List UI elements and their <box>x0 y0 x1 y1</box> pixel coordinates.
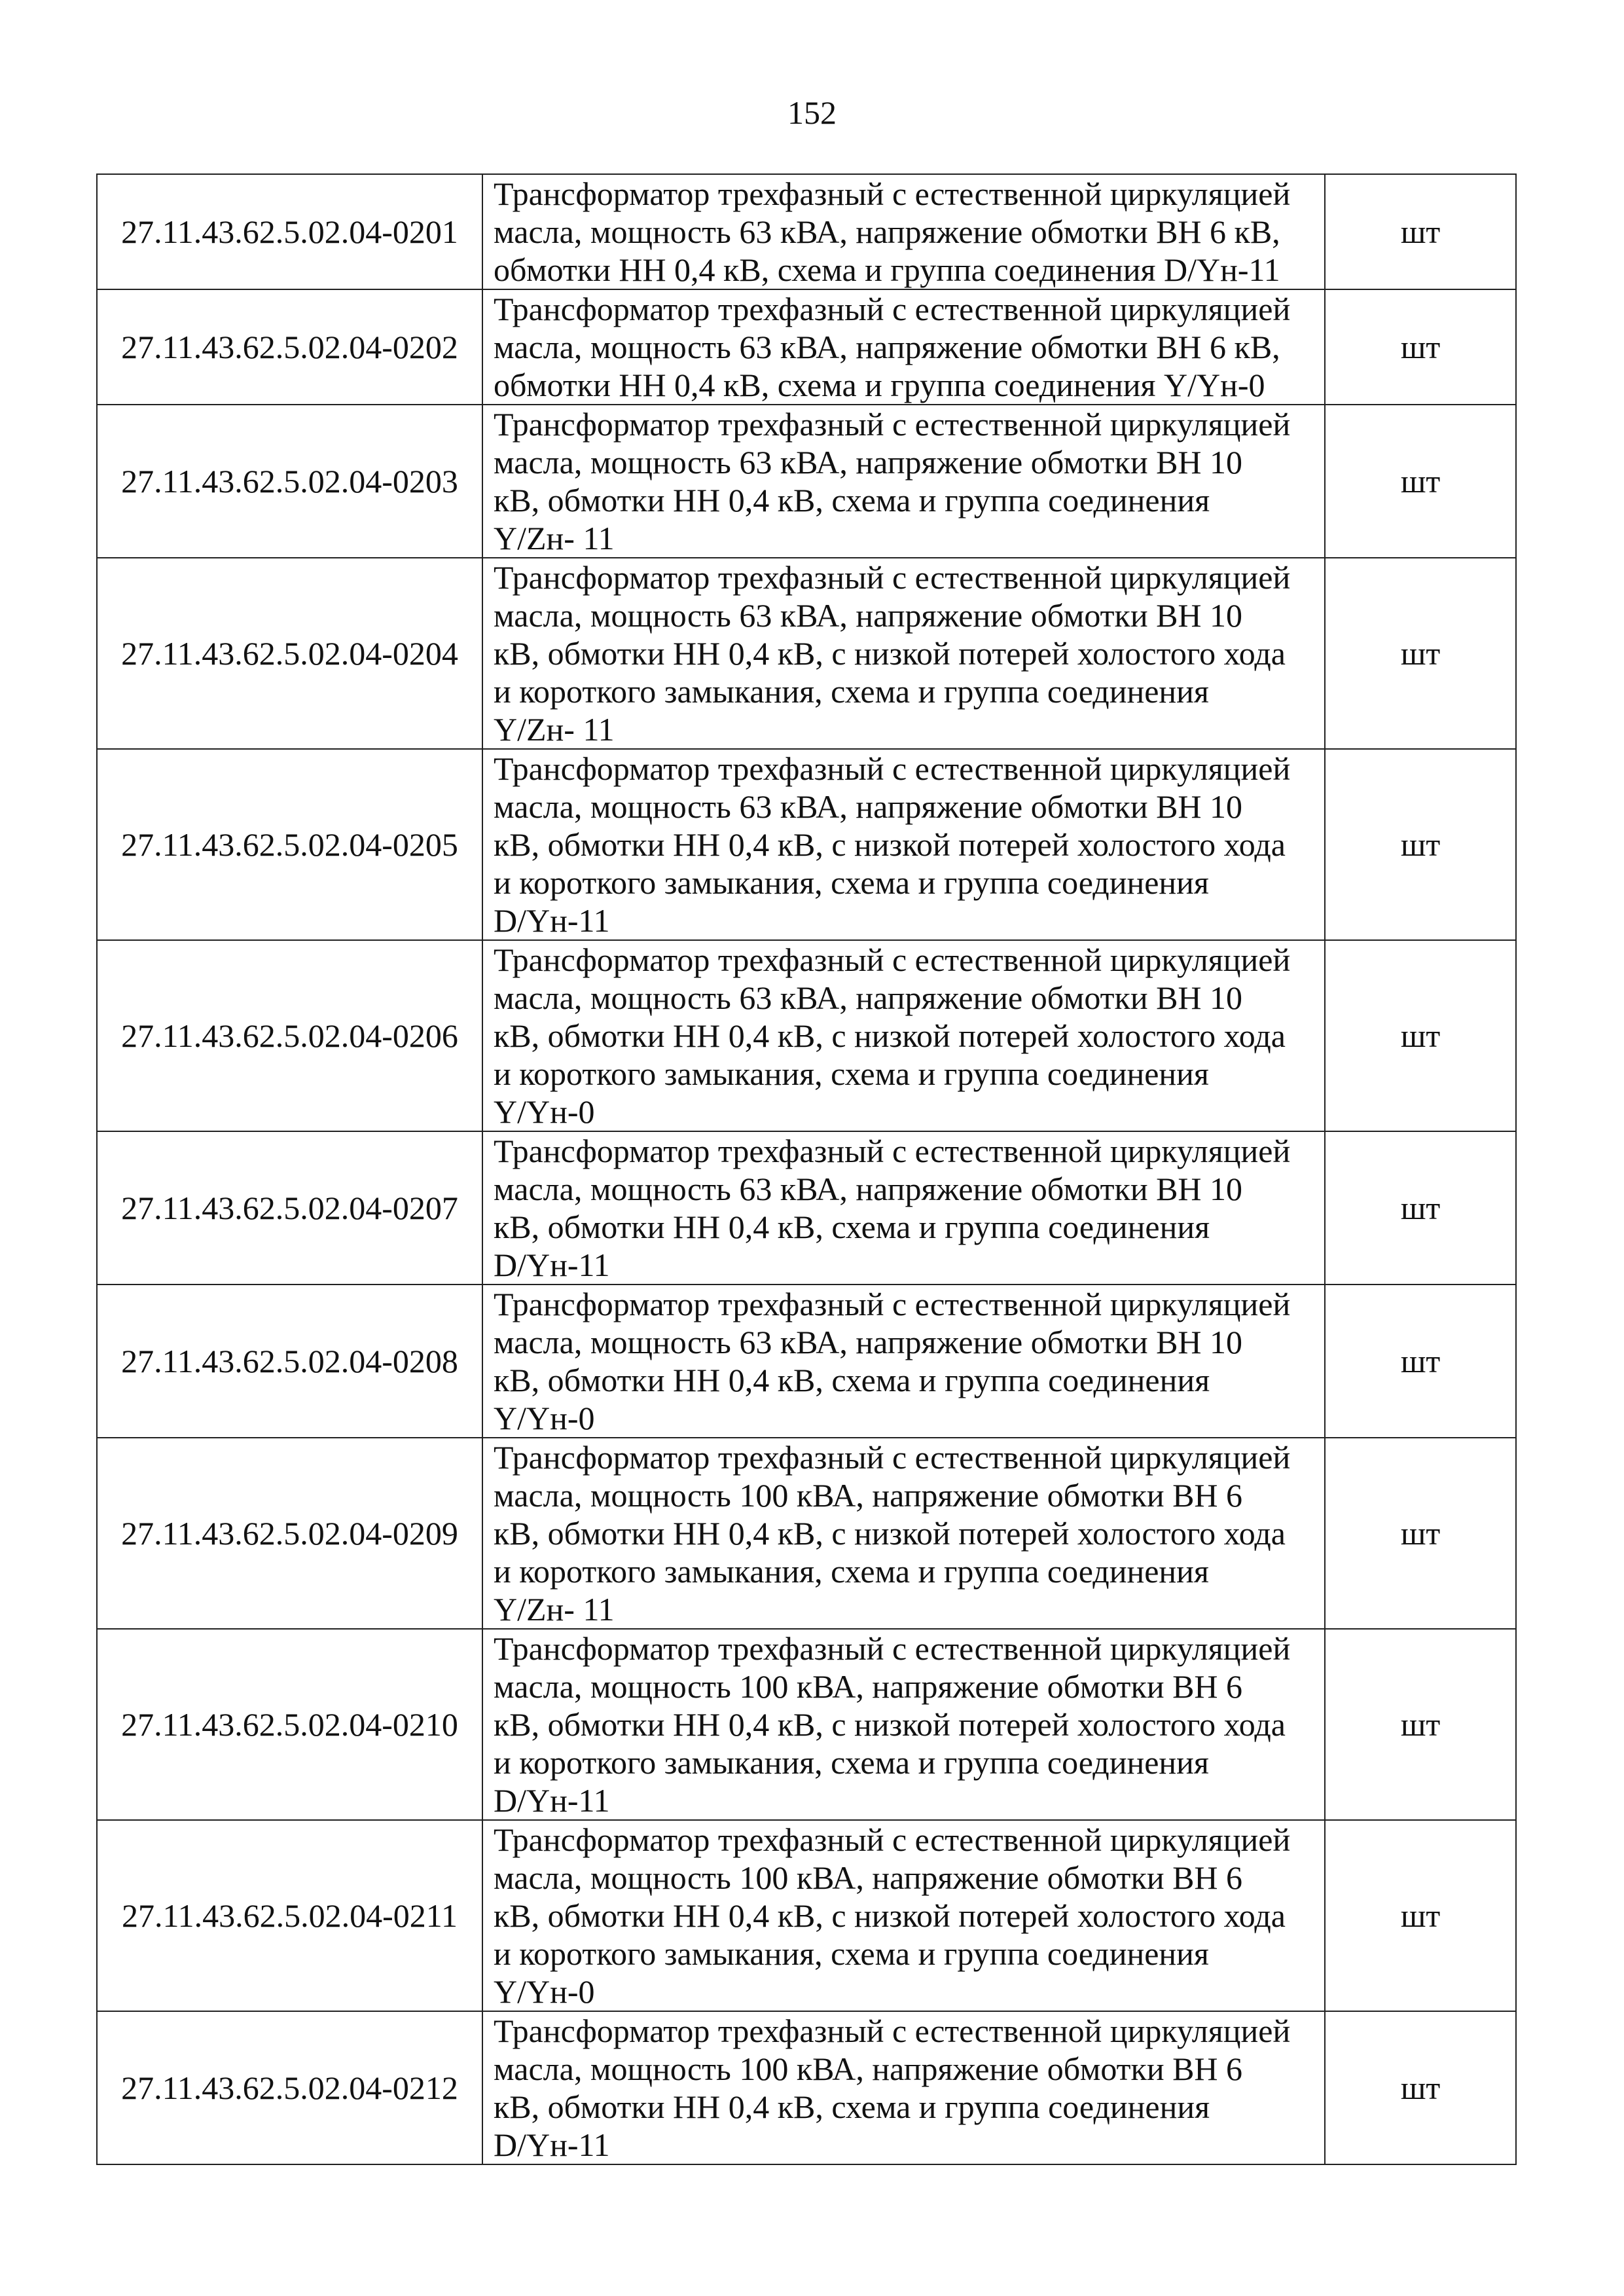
item-unit: шт <box>1325 1629 1516 1820</box>
table-row <box>97 940 1516 1131</box>
item-description-line: кВ, обмотки НН 0,4 кВ, с низкой потерей холостого хода <box>494 1515 1286 1552</box>
items-table <box>96 173 1517 2165</box>
item-code: 27.11.43.62.5.02.04-0211 <box>97 1820 482 2011</box>
item-description-line: Трансформатор трехфазный с естественной циркуляцией <box>494 559 1291 596</box>
item-code: 27.11.43.62.5.02.04-0206 <box>97 940 482 1131</box>
item-description <box>482 174 1325 289</box>
item-code: 27.11.43.62.5.02.04-0204 <box>97 558 482 749</box>
table-row <box>97 558 1516 749</box>
item-description <box>482 1629 1325 1820</box>
item-description-line: Трансформатор трехфазный с естественной циркуляцией <box>494 1630 1291 1667</box>
item-description-line: масла, мощность 63 кВА, напряжение обмотки ВН 10 <box>494 597 1243 634</box>
item-description <box>482 558 1325 749</box>
item-description-line: кВ, обмотки НН 0,4 кВ, с низкой потерей холостого хода <box>494 826 1286 863</box>
item-description-line: Y/Zн- 11 <box>494 711 615 748</box>
item-description-line: масла, мощность 63 кВА, напряжение обмотки ВН 6 кВ, <box>494 213 1280 250</box>
item-description-line: Трансформатор трехфазный с естественной циркуляцией <box>494 1821 1291 1858</box>
item-unit: шт <box>1325 558 1516 749</box>
item-description-line: Трансформатор трехфазный с естественной циркуляцией <box>494 406 1291 443</box>
table-row <box>97 1629 1516 1820</box>
item-unit: шт <box>1325 940 1516 1131</box>
item-description-line: масла, мощность 63 кВА, напряжение обмотки ВН 10 <box>494 444 1243 481</box>
item-description-line: кВ, обмотки НН 0,4 кВ, схема и группа соединения <box>494 2088 1210 2125</box>
item-code: 27.11.43.62.5.02.04-0209 <box>97 1438 482 1629</box>
item-description-line: Трансформатор трехфазный с естественной циркуляцией <box>494 750 1291 787</box>
item-code: 27.11.43.62.5.02.04-0207 <box>97 1131 482 1285</box>
item-code: 27.11.43.62.5.02.04-0203 <box>97 405 482 558</box>
item-description-line: кВ, обмотки НН 0,4 кВ, схема и группа соединения <box>494 1362 1210 1398</box>
item-description <box>482 749 1325 940</box>
item-description-line: кВ, обмотки НН 0,4 кВ, с низкой потерей холостого хода <box>494 1706 1286 1743</box>
item-description-line: Трансформатор трехфазный с естественной циркуляцией <box>494 1133 1291 1169</box>
item-description-line: Трансформатор трехфазный с естественной циркуляцией <box>494 1286 1291 1322</box>
item-unit: шт <box>1325 1438 1516 1629</box>
item-description-line: и короткого замыкания, схема и группа соединения <box>494 1055 1209 1092</box>
item-description-line: и короткого замыкания, схема и группа соединения <box>494 673 1209 710</box>
item-description-line: и короткого замыкания, схема и группа соединения <box>494 1744 1209 1781</box>
item-description-line: кВ, обмотки НН 0,4 кВ, схема и группа соединения <box>494 1209 1210 1245</box>
item-description-line: D/Yн-11 <box>494 1247 610 1283</box>
item-description <box>482 1438 1325 1629</box>
item-unit: шт <box>1325 749 1516 940</box>
item-description-line: масла, мощность 63 кВА, напряжение обмотки ВН 10 <box>494 1324 1243 1360</box>
item-description <box>482 405 1325 558</box>
table-row <box>97 405 1516 558</box>
item-description-line: Трансформатор трехфазный с естественной циркуляцией <box>494 291 1291 327</box>
item-unit: шт <box>1325 2011 1516 2164</box>
item-unit: шт <box>1325 405 1516 558</box>
item-description-line: обмотки НН 0,4 кВ, схема и группа соединения D/Yн-11 <box>494 251 1280 288</box>
item-unit: шт <box>1325 1285 1516 1438</box>
item-description-line: кВ, обмотки НН 0,4 кВ, с низкой потерей холостого хода <box>494 1017 1286 1054</box>
item-description <box>482 940 1325 1131</box>
page-number: 152 <box>787 94 837 131</box>
item-description-line: масла, мощность 63 кВА, напряжение обмотки ВН 10 <box>494 1171 1243 1207</box>
item-description-line: Y/Yн-0 <box>494 1400 595 1436</box>
item-description-line: Трансформатор трехфазный с естественной циркуляцией <box>494 941 1291 978</box>
item-description-line: масла, мощность 63 кВА, напряжение обмотки ВН 10 <box>494 788 1243 825</box>
table-row <box>97 2011 1516 2164</box>
item-description <box>482 289 1325 405</box>
item-description-line: D/Yн-11 <box>494 1782 610 1819</box>
item-description-line: масла, мощность 63 кВА, напряжение обмотки ВН 6 кВ, <box>494 329 1280 365</box>
item-code: 27.11.43.62.5.02.04-0210 <box>97 1629 482 1820</box>
item-description-line: D/Yн-11 <box>494 2126 610 2163</box>
item-description <box>482 1820 1325 2011</box>
item-description-line: кВ, обмотки НН 0,4 кВ, с низкой потерей холостого хода <box>494 1897 1286 1934</box>
item-description-line: Трансформатор трехфазный с естественной циркуляцией <box>494 2013 1291 2049</box>
item-description-line: Трансформатор трехфазный с естественной циркуляцией <box>494 1439 1291 1476</box>
item-description-line: кВ, обмотки НН 0,4 кВ, схема и группа соединения <box>494 482 1210 519</box>
item-unit: шт <box>1325 1131 1516 1285</box>
item-code: 27.11.43.62.5.02.04-0212 <box>97 2011 482 2164</box>
item-description-line: масла, мощность 63 кВА, напряжение обмотки ВН 10 <box>494 979 1243 1016</box>
table-row <box>97 1820 1516 2011</box>
item-code: 27.11.43.62.5.02.04-0205 <box>97 749 482 940</box>
items-table-body <box>97 174 1516 2164</box>
item-description-line: D/Yн-11 <box>494 902 610 939</box>
item-description <box>482 2011 1325 2164</box>
item-description-line: Y/Yн-0 <box>494 1973 595 2010</box>
table-row <box>97 1131 1516 1285</box>
item-description-line: масла, мощность 100 кВА, напряжение обмотки ВН 6 <box>494 2050 1243 2087</box>
item-unit: шт <box>1325 174 1516 289</box>
item-description-line: кВ, обмотки НН 0,4 кВ, с низкой потерей холостого хода <box>494 635 1286 672</box>
item-description-line: Y/Zн- 11 <box>494 1591 615 1628</box>
item-unit: шт <box>1325 289 1516 405</box>
table-row <box>97 1285 1516 1438</box>
item-description-line: масла, мощность 100 кВА, напряжение обмотки ВН 6 <box>494 1859 1243 1896</box>
item-description-line: и короткого замыкания, схема и группа соединения <box>494 864 1209 901</box>
item-description-line: обмотки НН 0,4 кВ, схема и группа соединения Y/Yн-0 <box>494 367 1265 403</box>
item-description-line: Y/Yн-0 <box>494 1093 595 1130</box>
item-description-line: и короткого замыкания, схема и группа соединения <box>494 1935 1209 1972</box>
item-code: 27.11.43.62.5.02.04-0201 <box>97 174 482 289</box>
item-code: 27.11.43.62.5.02.04-0208 <box>97 1285 482 1438</box>
item-description-line: масла, мощность 100 кВА, напряжение обмотки ВН 6 <box>494 1477 1243 1514</box>
item-description-line: масла, мощность 100 кВА, напряжение обмотки ВН 6 <box>494 1668 1243 1705</box>
item-code: 27.11.43.62.5.02.04-0202 <box>97 289 482 405</box>
item-description-line: Трансформатор трехфазный с естественной циркуляцией <box>494 175 1291 212</box>
item-unit: шт <box>1325 1820 1516 2011</box>
item-description <box>482 1285 1325 1438</box>
item-description-line: и короткого замыкания, схема и группа соединения <box>494 1553 1209 1590</box>
table-row <box>97 749 1516 940</box>
item-description-line: Y/Zн- 11 <box>494 520 615 556</box>
item-description <box>482 1131 1325 1285</box>
table-row <box>97 289 1516 405</box>
table-row <box>97 1438 1516 1629</box>
table-row <box>97 174 1516 289</box>
